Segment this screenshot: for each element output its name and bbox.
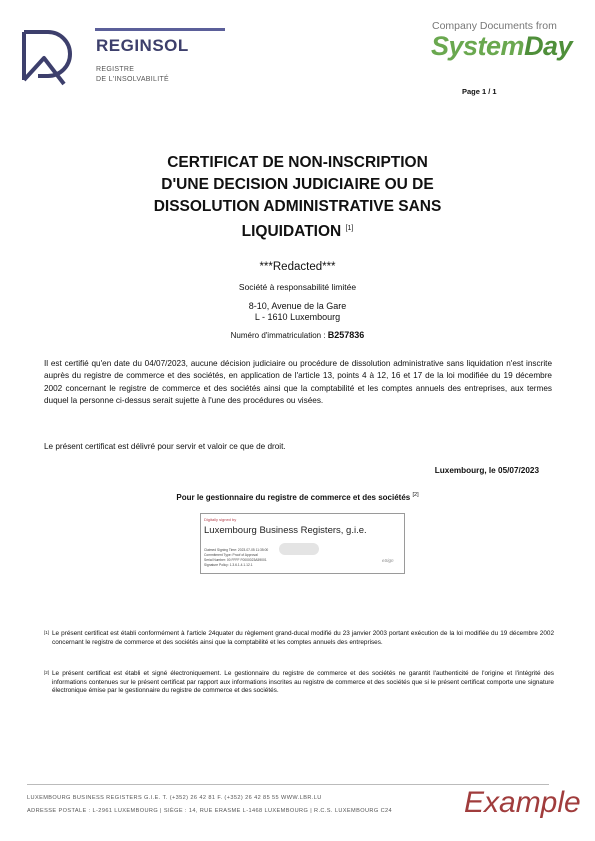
company-name: ***Redacted*** — [259, 261, 336, 273]
signature-stamp-blur — [279, 543, 319, 555]
address-line: L - 1610 Luxembourg — [254, 312, 341, 322]
footnote-ref: [2] — [412, 492, 419, 498]
footnote — [44, 670, 554, 710]
footer-divider — [27, 784, 549, 785]
logo-name: REGINSOL — [96, 36, 189, 55]
digital-signature-box[interactable] — [200, 513, 405, 574]
logo-tagline: DE L'INSOLVABILITÉ — [96, 76, 170, 83]
signature-detail: Signature Policy: 1.3.6.1.4.1.12.1 — [204, 563, 253, 567]
place-and-date: Luxembourg, le 05/07/2023 — [434, 466, 539, 475]
footer-address: ADRESSE POSTALE : L-2961 LUXEMBOURG | SIÈGE : 14, RUE ERASME L-1468 LUXEMBOURG | R.C.S. LUXEMBOURG C24 — [27, 808, 393, 814]
page-number: Page 1 / 1 — [462, 87, 497, 96]
reginsol-mark-icon — [18, 28, 72, 86]
footnote-number: [1] — [44, 630, 50, 635]
signer-name: Luxembourg Business Registers, g.i.e. — [204, 525, 367, 536]
title-line: CERTIFICAT DE NON-INSCRIPTION — [167, 154, 428, 171]
issuer-line — [0, 492, 595, 502]
legal-form: Société à responsabilité limitée — [238, 282, 357, 292]
document-title — [100, 152, 495, 243]
issuer-text: Pour le gestionnaire du registre de commerce et des sociétés — [176, 493, 411, 502]
title-line — [100, 218, 495, 243]
registration-number — [100, 330, 495, 340]
logo-tagline: REGISTRE — [96, 66, 135, 73]
provider-name-part: Day — [524, 31, 573, 61]
footnote-text: Le présent certificat est établi conformément à l'article 24quater du règlement grand-ducal modifié du 23 janvier 2003 portant exécution de la loi modifiée du 19 décembre 2002 concernant le registre de commerce et des sociétés ainsi que la comptabilité et les comptes annuels des entreprises. — [52, 630, 554, 646]
systemday-logo — [431, 31, 572, 62]
esign-brand: eSign — [382, 558, 394, 563]
provider-name-part: System — [431, 31, 525, 61]
footnote-number: [2] — [44, 670, 50, 675]
registration-label: Numéro d'immatriculation : — [230, 331, 328, 340]
footnote — [44, 630, 554, 650]
signature-detail: Commitment Type: Proof of Approval — [204, 553, 258, 557]
reginsol-logo — [18, 28, 208, 90]
title-line-text: LIQUIDATION — [241, 223, 342, 240]
registration-value: B257836 — [327, 330, 365, 340]
footnote-text: Le présent certificat est établi et signé électroniquement. Le gestionnaire du registre de commerce et des sociétés ne garantit l'authenticité de l'origine et l'intégrité des informations contenues sur le présent certificat par rapport aux informations inscrites au registre de commerce et des sociétés que si le présent certificat comporte une signature électronique émise par le gestionnaire du registre de commerce et des sociétés. — [52, 670, 554, 695]
validity-statement: Le présent certificat est délivré pour servir et valoir ce que de droit. — [44, 442, 286, 451]
title-line: DISSOLUTION ADMINISTRATIVE SANS — [153, 198, 442, 215]
provider-tagline: Company Documents from — [432, 20, 557, 32]
footer-contact: LUXEMBOURG BUSINESS REGISTERS G.I.E. T. (+352) 26 42 81 F. (+352) 26 42 85 55 WWW.LBR.LU — [27, 795, 322, 801]
signature-detail: Claimed Signing Time: 2023-07-05 11:35:00 — [204, 548, 269, 552]
logo-accent-bar — [95, 28, 225, 31]
title-line: D'UNE DECISION JUDICIAIRE OU DE — [161, 176, 434, 193]
certification-paragraph: Il est certifié qu'en date du 04/07/2023, aucune décision judiciaire ou procédure de dissolution administrative sans liquidation n'est inscrite auprès du registre de commerce et des sociétés, en application de l'article 13, points 4 à 12, 16 et 17 de la loi modifiée du 19 décembre 2002 concernant le registre de commerce et des sociétés ainsi que la comptabilité et les comptes annuels des entreprises, aux termes duquel la personne ci-dessus serait sujette à l'une des procédures ou visées. — [44, 359, 552, 406]
footnote-ref: [1] — [345, 225, 354, 232]
signature-detail: Serial Number: 00 FFFF F0000023A59001 — [204, 558, 267, 562]
signature-header: Digitally signed by — [204, 517, 237, 522]
address-line: 8-10, Avenue de la Gare — [248, 301, 347, 311]
example-watermark: Example — [464, 786, 581, 819]
